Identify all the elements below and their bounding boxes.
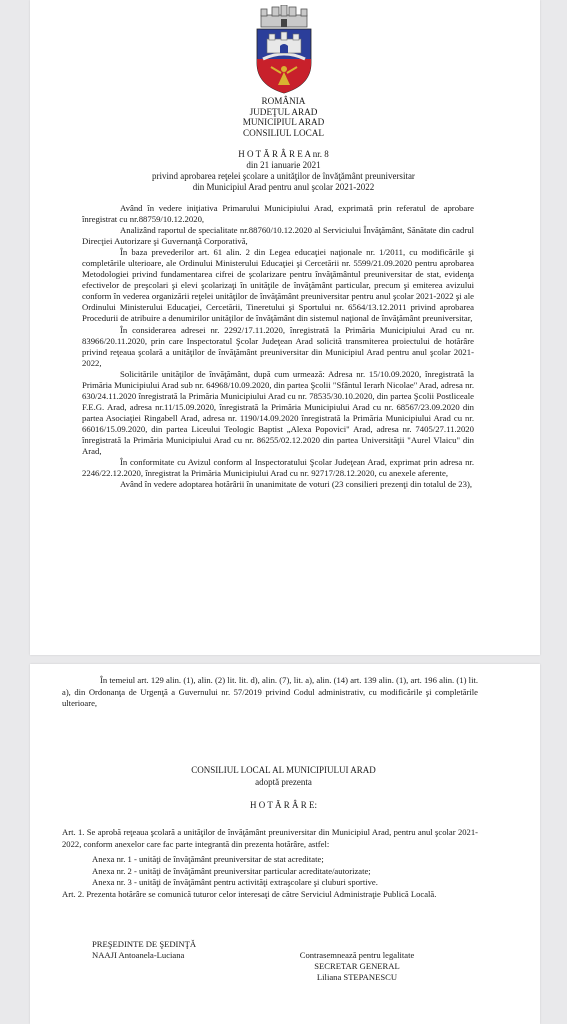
annex-1: Anexa nr. 1 - unităţi de învăţământ preuniversitar de stat acreditate; xyxy=(92,854,324,865)
secretary-name: Liliana STEPANESCU xyxy=(316,972,398,982)
header-municipality: MUNICIPIUL ARAD xyxy=(242,117,325,127)
preamble-conform-notice: În conformitate cu Avizul conform al Inspectoratului Şcolar Judeţean Arad, exprimat prin adresa nr. 2246/22.12.2020, înregistrat la Primăria Municipiului Arad cu nr. 92717/28.12.2020, cu anexele aferente, xyxy=(82,457,474,479)
header-country: ROMÂNIA xyxy=(261,96,306,106)
header-county: JUDEŢUL ARAD xyxy=(249,106,318,117)
coat-of-arms-icon xyxy=(253,5,315,95)
preamble-report: Analizând raportul de specialitate nr.88760/10.12.2020 al Serviciului Învăţământ, Sănătate din cadrul Direcţiei Autorizare şi Guvernanţă Corporativă, xyxy=(82,225,474,247)
preamble-vote: Având în vedere adoptarea hotărârii în unanimitate de voturi (23 consilieri prezenţi din totalul de 23), xyxy=(120,479,473,490)
secretary-title: SECRETAR GENERAL xyxy=(314,961,400,971)
preamble-initiative: Având în vedere iniţiativa Primarului Municipiului Arad, exprimată prin referatul de aprobare înregistrat cu nr.88759/10.12.2020, xyxy=(82,203,474,225)
annex-3: Anexa nr. 3 - unităţi de învăţământ pentru activităţi extraşcolare şi cluburi sportive. xyxy=(92,877,378,888)
preamble-legal-provisions: În baza prevederilor art. 61 alin. 2 din Legea educaţiei naţionale nr. 1/2011, cu modificările şi completările ulterioare, ale Ordinului Ministerului Educaţiei şi Cercetării nr. 5599/21.09.2020 pentru aprobarea Metodologiei privind fundamentarea cifrei de şcolarizare pentru învăţământul preuniversitar de stat, evidenţa efectivelor de preşcolari şi elevi şcolarizaţi în unităţile de învăţământ particular, precum şi emiterea avizului conform în vederea organizării reţelei unităţilor de învăţământ preuniversitar pentru anul şcolar 2021-2022 şi ale Ordinului Ministerului Educaţiei, Cercetării, Tineretului şi Sportului nr. 6564/13.12.2011 privind aprobarea Procedurii de atribuire a denumirilor unităţilor de învăţământ din sistemul naţional de învăţământ preuniversitar, xyxy=(82,247,474,324)
legal-basis xyxy=(62,675,478,710)
articles xyxy=(62,827,478,901)
president-title: PREŞEDINTE DE ŞEDINŢĂ xyxy=(92,939,197,949)
preamble-school-requests: Solicitările unităţilor de învăţământ, după cum urmează: Adresa nr. 15/10.09.2020, înregistrată la Primăria Municipiului Arad sub nr. 64968/10.09.2020, din partea Şcolii "Sfântul Ierarh Nicolae" Arad, adresa nr. 630/24.11.2020 înregistrată la Primăria Municipiului Arad cu nr. 78535/30.10.2020, din partea Şcolii Postliceale F.E.G. Arad, adresa nr.11/15.09.2020, înregistrată la Primăria Municipiului Arad cu nr. 68567/23.09.2020 din partea Asociaţiei Ringabell Arad, adresa nr. 1190/14.09.2020 înregistrată la Primăria Municipiului Arad cu nr. 66016/15.09.2020, din partea Liceului Teologic Baptist „Alexa Popovici" Arad, adresa nr. 7405/27.11.2020 înregistrată la Primăria Municipiului Arad cu nr. 86255/02.12.2020 din partea Universităţii "Aurel Vlaicu" din Arad, xyxy=(82,368,474,457)
decision-subject-line-2: din Municipiul Arad pentru anul şcolar 2021-2022 xyxy=(192,182,375,192)
preamble-inspectorate-address: În considerarea adresei nr. 2292/17.11.2020, înregistrată la Primăria Municipiului Arad cu nr. 83966/20.11.2020, prin care Inspectoratul Şcolar Judeţean Arad solicită transmiterea proiectului de hotărâre privind reţeaua şcolară a unităţilor de învăţământ preuniversitar din Municipiul Arad pentru anul şcolar 2021-2022, xyxy=(82,324,474,368)
decision-subject-line-1: privind aprobarea reţelei şcolare a unităţilor de învăţământ preuniversitar xyxy=(152,171,415,181)
annex-2: Anexa nr. 2 - unităţi de învăţământ preuniversitar particular acreditate/autorizate; xyxy=(92,865,371,876)
president-name: NAAJI Antoanela-Luciana xyxy=(92,950,185,960)
council-name: CONSILIUL LOCAL AL MUNICIPIULUI ARAD xyxy=(191,765,376,775)
countersign-text: Contrasemnează pentru legalitate xyxy=(299,950,415,960)
decision-section-heading: H O T Ă R Â R E: xyxy=(250,800,317,810)
header-council: CONSILIUL LOCAL xyxy=(242,127,325,138)
adopts-text: adoptă prezenta xyxy=(255,777,312,787)
legal-basis-text: În temeiul art. 129 alin. (1), alin. (2) lit. lit. d), alin. (7), lit. a), alin. (14) art. 139 alin. (1), art. 196 alin. (1) lit. a), din Ordonanţa de Urgenţă a Guvernului nr. 57/2019 privind Codul administrativ, cu modificările şi completările ulterioare, xyxy=(62,675,478,709)
article-2: Art. 2. Prezenta hotărâre se comunică tuturor celor interesaţi de către Serviciul Administraţie Publică Locală. xyxy=(62,888,437,899)
preamble xyxy=(82,203,474,490)
decision-heading: H O T Ă R Â R E A nr. 8 xyxy=(238,149,329,159)
decision-date: din 21 ianuarie 2021 xyxy=(246,160,321,170)
article-1: Art. 1. Se aprobă reţeaua şcolară a unităţilor de învăţământ preuniversitar din Municipiul Arad, pentru anul şcolar 2021-2022, conform anexelor care fac parte integrantă din prezenta hotărâre, astfel: xyxy=(62,827,478,849)
